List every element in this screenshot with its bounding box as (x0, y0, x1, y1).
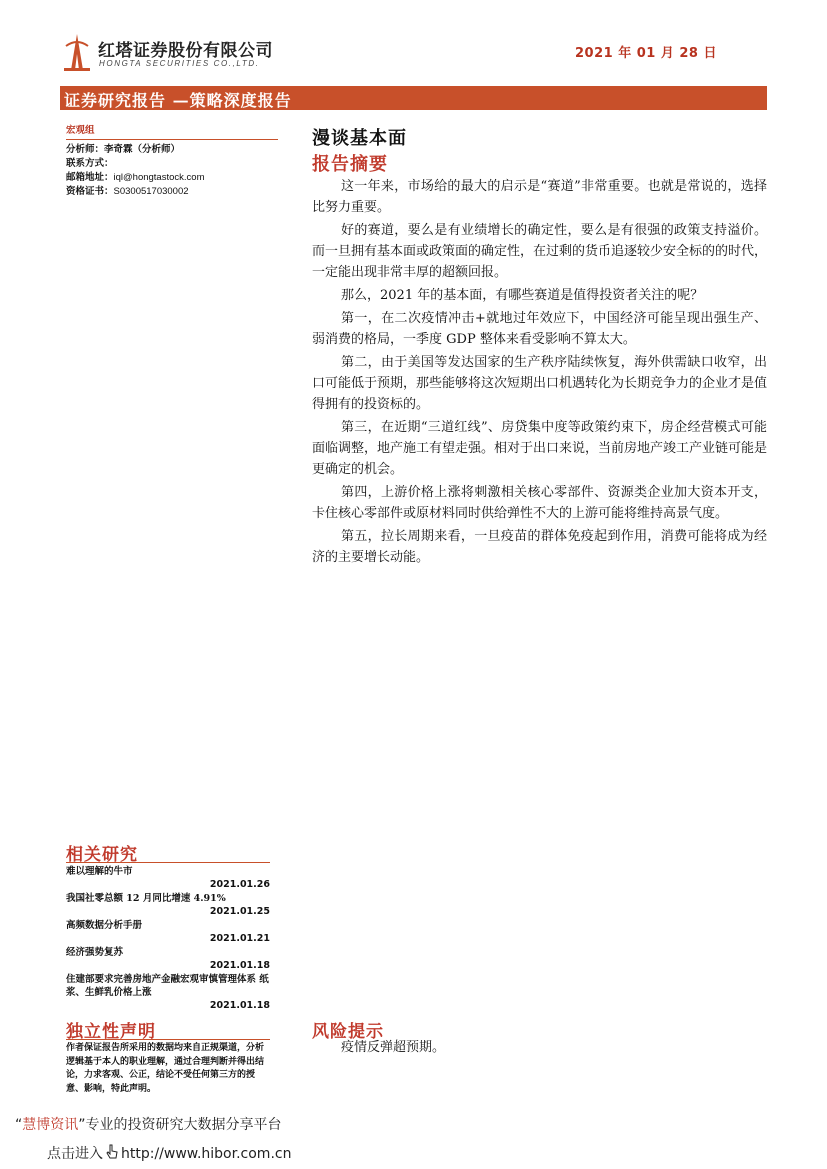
email-link[interactable]: iql@hongtastock.com (113, 172, 205, 183)
independence-heading: 独立性声明 (66, 1022, 156, 1042)
footer-link-row (47, 1143, 291, 1164)
related-report-date: 2021.01.18 (209, 1000, 270, 1011)
summary-paragraph: 第四，上游价格上涨将刺激相关核心零部件、资源类企业加大资本开支，卡住核心零部件或原材料同时供给弹性不大的上游可能将维持高景气度。 (312, 485, 767, 521)
related-report-link[interactable]: 住建部要求完善房地产金融宏观审慎管理体系 纸浆、生鲜乳价格上涨 (66, 974, 269, 998)
related-report-date: 2021.01.21 (209, 933, 270, 944)
related-report-link[interactable]: 高频数据分析手册 (66, 920, 143, 931)
related-report-link[interactable]: 经济强势复苏 (66, 947, 124, 958)
related-report-date: 2021.01.26 (209, 879, 270, 890)
related-research (66, 840, 270, 1013)
risk-heading: 风险提示 (312, 1022, 384, 1042)
report-title: 漫谈基本面 (312, 128, 407, 149)
related-report-link[interactable]: 我国社零总额 12 月同比增速 4.91% (66, 893, 226, 904)
hongta-logo-icon (62, 32, 92, 72)
report-date: 2021 年 01 月 28 日 (575, 46, 717, 61)
independence-statement (66, 1017, 276, 1096)
divider (66, 139, 278, 140)
company-name-cn: 红塔证券股份有限公司 (98, 41, 273, 61)
summary-paragraph: 那么，2021 年的基本面，有哪些赛道是值得投资者关注的呢？ (341, 288, 704, 303)
footer-tagline-text: ”专业的投资研究大数据分享平台 (78, 1117, 282, 1133)
footer-prefix: 点击进入 (47, 1146, 103, 1162)
summary-paragraph: 这一年来，市场给的最大的启示是“赛道”非常重要。也就是常说的，选择比努力重要。 (312, 179, 767, 215)
cert-label: 资格证书： (66, 186, 114, 197)
footer-brand[interactable]: 慧博资讯 (22, 1117, 79, 1133)
company-name-en: HONGTA SECURITIES CO.,LTD. (99, 59, 260, 68)
related-report-date: 2021.01.18 (209, 960, 270, 971)
research-group: 宏观组 (66, 125, 95, 136)
related-report-date: 2021.01.25 (209, 906, 270, 917)
footer-tagline (15, 1114, 282, 1134)
risk-section (312, 1017, 767, 1057)
report-body (312, 124, 767, 570)
analyst-info-panel (66, 122, 278, 199)
cursor-pointer-icon (105, 1144, 119, 1164)
summary-paragraph: 第三，在近期“三道红线”、房贷集中度等政策约束下，房企经营模式可能面临调整，地产施工有望走强。相对于出口来说，当前房地产竣工产业链可能是更确定的机会。 (312, 420, 768, 477)
summary-paragraph: 好的赛道，要么是有业绩增长的确定性，要么是有很强的政策支持溢价。而一旦拥有基本面或政策面的确定性，在过剩的货币追逐较少安全标的的时代，一定能出现非常丰厚的超额回报。 (312, 223, 768, 280)
analyst-name: 分析师：李奇霖（分析师） (66, 144, 181, 155)
independence-text: 作者保证报告所采用的数据均来自正规渠道，分析逻辑基于本人的职业理解，通过合理判断并得出结论，力求客观、公正，结论不受任何第三方的授意、影响，特此声明。 (66, 1043, 265, 1094)
report-type-label: 证券研究报告 —策略深度报告 (64, 91, 292, 110)
contact-label: 联系方式： (66, 158, 114, 169)
summary-heading: 报告摘要 (312, 154, 388, 175)
related-research-heading: 相关研究 (66, 845, 138, 865)
footer-url-link[interactable]: http://www.hibor.com.cn (121, 1146, 292, 1162)
quote-open: “ (15, 1117, 23, 1133)
email-row (66, 171, 278, 185)
related-report-link[interactable]: 难以理解的牛市 (66, 866, 133, 877)
certificate-row (66, 185, 278, 199)
summary-paragraph: 第五，拉长周期来看，一旦疫苗的群体免疫起到作用，消费可能将成为经济的主要增长动能。 (312, 529, 767, 565)
report-type-banner (60, 86, 767, 110)
company-logo (62, 30, 282, 76)
email-label: 邮箱地址： (66, 172, 114, 183)
summary-paragraph: 第二，由于美国等发达国家的生产秩序陆续恢复，海外供需缺口收窄，出口可能低于预期，那些能够将这次短期出口机遇转化为长期竞争力的企业才是值得拥有的投资标的。 (312, 355, 768, 412)
risk-text: 疫情反弹超预期。 (341, 1040, 446, 1055)
cert-number: S0300517030002 (113, 186, 189, 197)
summary-paragraph: 第一，在二次疫情冲击+就地过年效应下，中国经济可能呈现出强生产、弱消费的格局，一季度 GDP 整体来看受影响不算太大。 (312, 311, 767, 347)
